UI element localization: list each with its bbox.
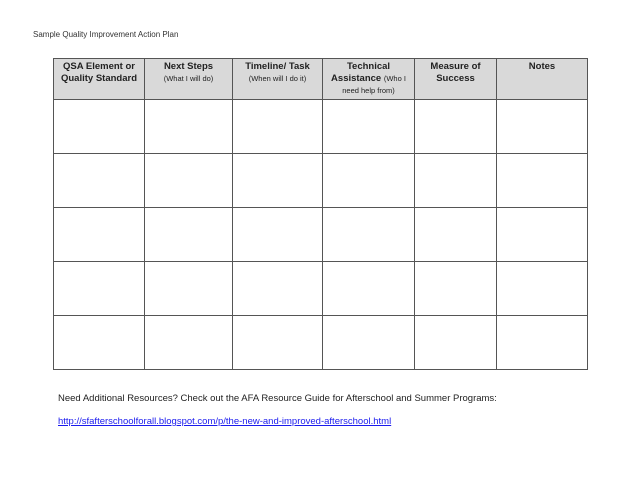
table-row	[54, 154, 588, 208]
table-cell[interactable]	[415, 154, 497, 208]
action-plan-table	[53, 58, 588, 370]
table-cell[interactable]	[323, 262, 415, 316]
table-cell[interactable]	[233, 100, 323, 154]
table-cell[interactable]	[497, 100, 588, 154]
table-cell[interactable]	[145, 100, 233, 154]
header-next-steps	[145, 59, 233, 100]
header-measure-of-success	[415, 59, 497, 100]
table-cell[interactable]	[497, 262, 588, 316]
table-cell[interactable]	[415, 100, 497, 154]
header-sublabel: (What I will do)	[163, 74, 214, 83]
table-cell[interactable]	[54, 208, 145, 262]
table-cell[interactable]	[497, 208, 588, 262]
header-technical-assistance	[323, 59, 415, 100]
header-timeline	[233, 59, 323, 100]
table-row	[54, 100, 588, 154]
table-cell[interactable]	[323, 316, 415, 370]
table-cell[interactable]	[415, 262, 497, 316]
header-label: Timeline/ Task	[245, 61, 310, 72]
table-cell[interactable]	[233, 208, 323, 262]
header-qsa-element	[54, 59, 145, 100]
header-label: Technical Assistance	[331, 61, 391, 84]
header-sublabel: (When will I do it)	[248, 74, 307, 83]
table-cell[interactable]	[233, 154, 323, 208]
table-cell[interactable]	[145, 154, 233, 208]
table-row	[54, 316, 588, 370]
header-label: Next Steps	[163, 61, 214, 72]
resource-guide-link[interactable]: http://sfafterschoolforall.blogspot.com/p/the-new-and-improved-afterschool.html	[58, 416, 392, 427]
table-cell[interactable]	[145, 262, 233, 316]
table-cell[interactable]	[497, 154, 588, 208]
header-label: Measure of Success	[430, 61, 481, 84]
table-cell[interactable]	[323, 208, 415, 262]
header-label: QSA Element or Quality Standard	[60, 61, 137, 84]
table-cell[interactable]	[323, 100, 415, 154]
table-row	[54, 262, 588, 316]
table-header-row	[54, 59, 588, 100]
table-row	[54, 208, 588, 262]
table-cell[interactable]	[54, 262, 145, 316]
table-cell[interactable]	[415, 208, 497, 262]
table-cell[interactable]	[145, 208, 233, 262]
table-cell[interactable]	[415, 316, 497, 370]
header-sublabel: (Who I need help from)	[342, 74, 406, 95]
header-notes	[497, 59, 588, 100]
header-label: Notes	[528, 61, 556, 72]
table-cell[interactable]	[233, 316, 323, 370]
table-cell[interactable]	[54, 154, 145, 208]
table-cell[interactable]	[497, 316, 588, 370]
table-cell[interactable]	[323, 154, 415, 208]
table-cell[interactable]	[54, 316, 145, 370]
table-cell[interactable]	[54, 100, 145, 154]
table-cell[interactable]	[233, 262, 323, 316]
table-cell[interactable]	[145, 316, 233, 370]
document-title: Sample Quality Improvement Action Plan	[33, 30, 179, 39]
resources-note: Need Additional Resources? Check out the AFA Resource Guide for Afterschool and Summer Programs:	[58, 393, 497, 404]
